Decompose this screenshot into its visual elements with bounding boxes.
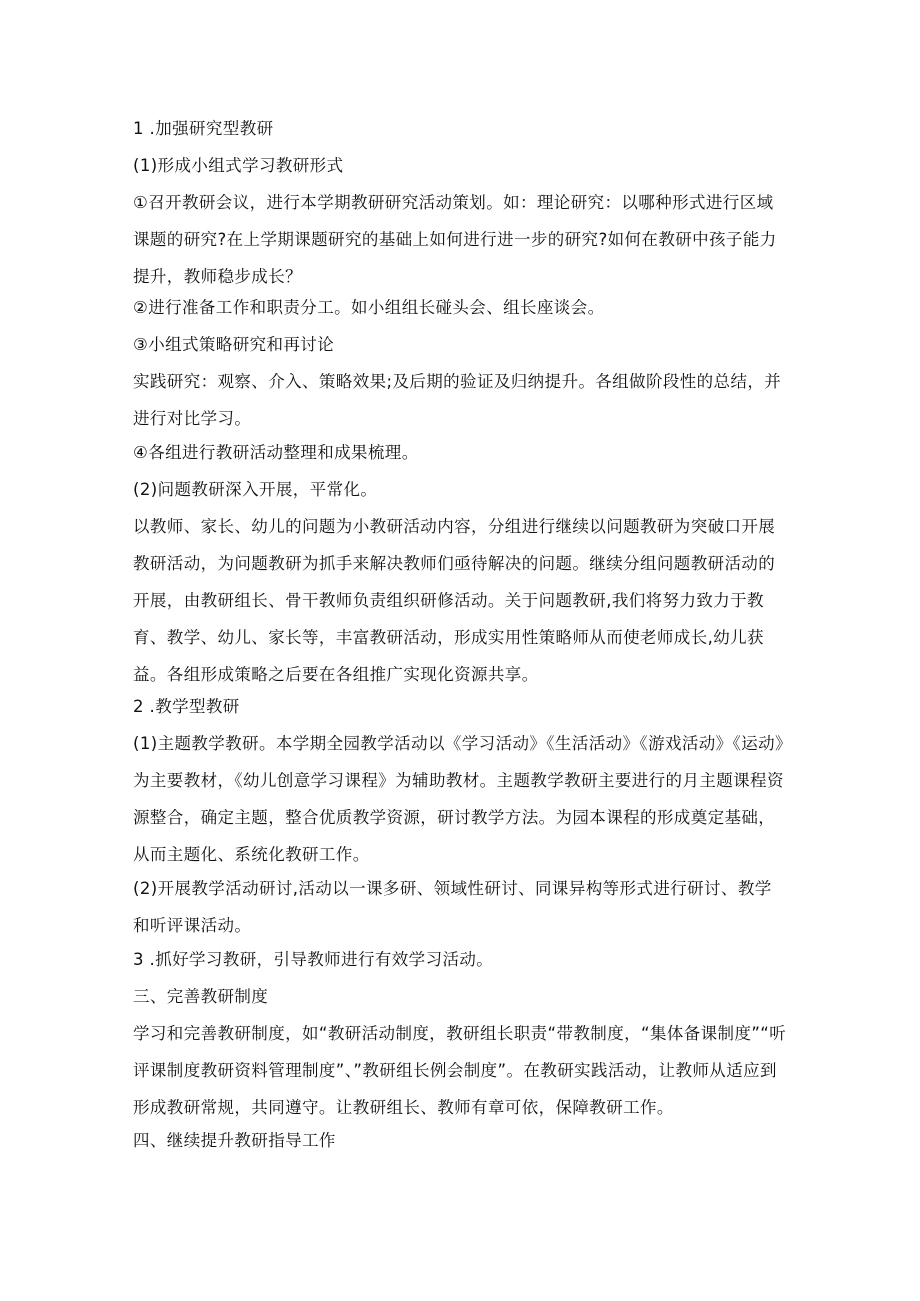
- paragraph-preparation-duties: ②进行准备工作和职责分工。如小组组长碰头会、组长座谈会。: [133, 298, 605, 317]
- heading-improve-system: 三、完善教研制度: [133, 987, 269, 1006]
- heading-guidance-work: 四、继续提升教研指导工作: [133, 1131, 336, 1150]
- paragraph-theme-teaching: (1)主题教学教研。本学期全园教学活动以《学习活动》《生活活动》《游戏活动》《运动》为主要教材，《幼儿创意学习课程》为辅助教材。主题教学教研主要进行的月主题课程资源整合，确定主题，整合优质教学资源，研讨教学方法。为园本课程的形成奠定基础，从而主题化、系统化教研工作。: [133, 734, 784, 864]
- paragraph-problem-research-body: 以教师、家长、幼儿的问题为小教研活动内容，分组进行继续以问题教研为突破口开展教研活动，为问题教研为抓手来解决教师们亟待解决的问题。继续分组问题教研活动的开展，由教研组长、骨干教师负责组织研修活动。关于问题教研,我们将努力致力于教育、教学、幼儿、家长等，丰富教研活动，形成实用性策略师从而使老师成长,幼儿获益。各组形成策略之后要在各组推广实现化资源共享。: [133, 517, 776, 684]
- heading-teaching-research: 2 .教学型教研: [133, 697, 240, 716]
- paragraph-group-strategy: ③小组式策略研究和再讨论: [133, 335, 335, 354]
- subheading-problem-research: (2)问题教研深入开展，平常化。: [133, 480, 378, 499]
- paragraph-system-body: 学习和完善教研制度，如“教研活动制度，教研组长职责“带教制度，“集体备课制度”“听评课制度教研资料管理制度”、”教研组长例会制度”。在教研实践活动，让教师从适应到形成教研常规，共同遵守。让教研组长、教师有章可依，保障教研工作。: [133, 1024, 787, 1117]
- paragraph-teaching-activities: (2)开展教学活动研讨,活动以一课多研、领域性研讨、同课异构等形式进行研讨、教学和听评课活动。: [133, 879, 772, 935]
- heading-study-research: 3 .抓好学习教研，引导教师进行有效学习活动。: [133, 950, 494, 969]
- paragraph-organize-results: ④各组进行教研活动整理和成果梳理。: [133, 443, 419, 462]
- paragraph-practice-research: 实践研究：观察、介入、策略效果;及后期的验证及归纳提升。各组做阶段性的总结，并进行对比学习。: [133, 372, 782, 428]
- subheading-group-study: (1)形成小组式学习教研形式: [133, 156, 344, 175]
- heading-research-teaching: 1 .加强研究型教研: [133, 119, 274, 138]
- paragraph-meeting-planning: ①召开教研会议，进行本学期教研研究活动策划。如：理论研究：以哪种形式进行区域课题的研究?在上学期课题研究的基础上如何进行进一步的研究?如何在教研中孩子能力提升，教师稳步成长？: [133, 193, 777, 286]
